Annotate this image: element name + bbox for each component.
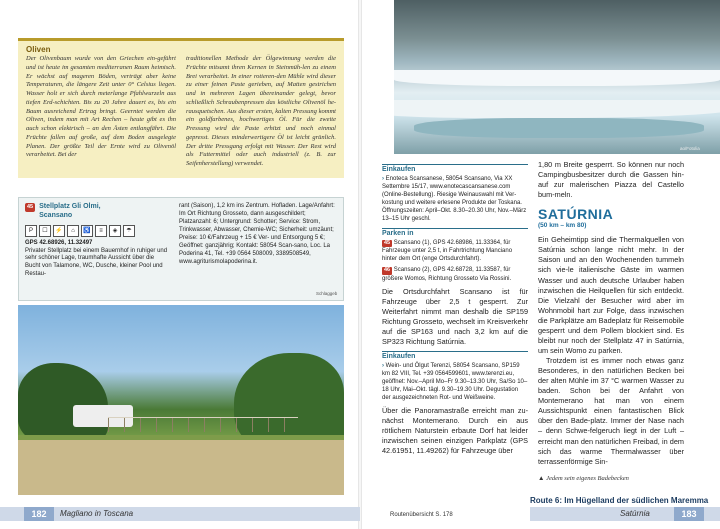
pool-shape: [414, 118, 704, 138]
terrace-shape: [394, 70, 720, 86]
parken-entry-1: 45 Scansano (1), GPS 42.68986, 11.33364, für Fahrzeuge unter 2,5 t, in Fahrtrichtung Manciano hinter dem Ort (enge Ortsdurchfahrt).: [382, 239, 513, 263]
saturnia-text-2: Trotzdem ist es immer noch etwas ganz Besonderes, in den natürlichen Becken bei der alten Mühle im 37 °C warmen Wasser zu baden. Schon bei der Anfahrt von Montemerano hat man von einem Aussichtspunkt einen fantastischen Blick über den Bade-platz. Immer der Nase nach – denn Schwe-felgeruch liegt in der Luft – erreicht man den natürlichen Freibad, in dem sich das warme Thermalwasser über terrassenförmige Sin-: [538, 356, 684, 466]
terrace-shape: [394, 100, 720, 118]
amenity-icon: ⚡: [53, 225, 65, 237]
route-overview-link: Routenübersicht S. 178: [390, 512, 453, 518]
einkaufen-entry-2: › Wein- und Ölgut Terenzi, 58054 Scansano, SP159 km 82 VIII, Tel. +39 0564599601, www.terenzi.eu, geöffnet: Nov.–April Mo–Fr 9.30–13.30 Uhr, Sa/So 10–18 Uhr, Mai–Okt. tägl. 9.30–19.30 Uhr. Degustation der ausgezeichneten Rot- und Weißweine.: [382, 363, 528, 402]
right-column-1: [382, 160, 528, 456]
thermal-springs-photo: [394, 0, 720, 154]
photo-credit-right: ao/Fotolia: [680, 146, 700, 151]
saturnia-distance: (50 km – km 80): [538, 222, 587, 230]
einkaufen-entry-1: › Enoteca Scansanese, 58054 Scansano, Via XX Settembre 15/17, www.enotecascansanese.com (Online-Bestellung). Riesige Weinauswahl mit Ver-kostung und weitere erlesene Produkte der Toskana. Öffnungszeiten: April–Okt. 8.30–20.30 Uhr, Nov.–März 13–15 Uhr geschl.: [382, 176, 527, 223]
stellplatz-town: Scansano: [39, 211, 73, 219]
einkaufen-heading-2: Einkaufen: [382, 351, 528, 360]
stellplatz-box: [18, 197, 344, 301]
footer-bar-left: [0, 507, 360, 521]
parken-entry-2: 46 Scansano (2), GPS 42.68728, 11.33587, für größere Womos, Richtung Grosseto Via Rossini.: [382, 267, 512, 282]
amenity-icon: ♿: [81, 225, 93, 237]
olive-box-col2: traditionellen Methode der Ölgewinnung werden die Früchte mitsamt ihren Kernen in Steinmüh-len zu einem Brei verarbeitet. In einer rotieren-den Mühle wird dieser zu einer feinen Paste gerieben, auf Matten gestrichen und in mehreren Lagen übereinander gelegt, bevor schließlich Schraubenpressen das köstliche Olivenöl he-rausquetschen. Aus dieser ersten, kalten Pressung kommt ein goldfarbenes, hochwertiges Öl. Für die zweite Pressung wird die Paste erhitzt und noch einmal gepresst. Dieses minderwertigere Öl ist leicht grünlich. Der dritte Pressgang erfolgt mit Wasser. Der Rest wird als Futtermittel oder auch industriell (z. B. zur Seifenherstellung) verwendet.: [186, 55, 336, 168]
stellplatz-title: [25, 203, 171, 221]
right-column-2: [538, 160, 684, 482]
olive-info-box: [18, 38, 344, 178]
footer-left-text: Magliano in Toscana: [60, 509, 134, 518]
olive-box-title: Oliven: [26, 45, 51, 54]
photo-caption: ▲ Jedem sein eigenes Badebecken: [538, 474, 629, 482]
stellplatz-number: 45: [27, 204, 34, 210]
stellplatz-photo: [18, 305, 344, 495]
ground-shape: [18, 440, 344, 495]
fence-shape: [108, 417, 298, 432]
einkaufen-heading-1: Einkaufen: [382, 164, 528, 173]
stellplatz-name: Stellplatz Gli Olmi,: [39, 203, 101, 210]
stellplatz-details: rant (Saison), 1,2 km ins Zentrum. Hofladen. Lage/Anfahrt: Im Ort Richtung Grosseto, dann ausgeschildert; Platzanzahl: 6; Untergrund: Schotter; Service: Strom, Trinkwasser, Abwasser, Chemie-WC; Sicherheit: umzäunt; Preise: 10 €/Fahrzeug + 15 € Ver- und Entsorgung 5 €; Geöffnet: ganzjährig; Kontakt: 58054 Scan-sano, Loc. La Poderina 41, Tel. +39 0564 508009, 3389508549, www.agriturismolapoderina.it.: [179, 203, 335, 265]
amenity-icon: ☂: [123, 225, 135, 237]
amenity-icon: ⌂: [67, 225, 79, 237]
tree-shape: [18, 363, 108, 443]
olive-box-col1: Der Olivenbaum wurde von den Griechen ein-geführt und ist heute im gesamten mediterranen Raum heimisch. Er wächst auf mageren Böden, verträgt aber keine Temperaturen, die längere Zeit unter 0° Celsius liegen. Wasser holt er sich durch meterlange Pfahlwurzeln aus tiefen Erd-schichten. Bis zu 20 Jahre dauert es, bis ein Baum ausreichend Ertrag bringt. Geerntet werden die Oliven, indem man mit Art Rechen – heute gibt es ihn auch schon elektrisch – an den Ästen entlangfährt. Die Früchte fallen auf große, auf dem Boden ausgelegte Planen. Der größte Teil der Ernte wird zu Olivenöl verarbeitet. Bei der: [26, 55, 176, 159]
route-title: Route 6: Im Hügelland der südlichen Maremma: [530, 496, 709, 505]
ortsdurchfahrt-text: Die Ortsdurchfahrt Scansano ist für Fahrzeuge über 2,5 t gesperrt. Zur Weiterfahrt nimmt man deshalb die SP159 Richtung Grosseto, wechselt im Kreisverkehr auf die SP163 und nach 3,2 km auf die SP323 Richtung Satúrnia.: [382, 286, 528, 346]
panorama-text: Über die Panoramastraße erreicht man zu-nächst Montemerano. Durch ein aus rötlichem Naturstein erbaute Dorf hat leider inzwischen seinen einzigen Parkplatz (GPS 42.61951, 11.49262) für Fahrzeuge über: [382, 405, 528, 455]
amenity-icon: ≡: [95, 225, 107, 237]
footer-right-text: Satúrnia: [620, 509, 650, 518]
amenity-icon: ☐: [39, 225, 51, 237]
caption-arrow-icon: ▲: [538, 474, 545, 482]
stellplatz-gps: GPS 42.68926, 11.32497: [25, 239, 93, 246]
amenity-icon: ◈: [109, 225, 121, 237]
parken-heading: Parken in: [382, 228, 528, 237]
page-number-right: 183: [674, 507, 704, 521]
amenity-icon: P: [25, 225, 37, 237]
photo-credit-left: Schlaggeb: [316, 291, 338, 296]
montemerano-cont-text: 1,80 m Breite gesperrt. So können nur noch Campingbusbesitzer durch die Gassen hin-auf zur malerischen Piazza del Castello bum-meln.: [538, 160, 684, 200]
stellplatz-desc: Privater Stellplatz bei einem Bauernhof in ruhiger und sehr schöner Lage, traumhafte Aussicht über die Bucht von Talamone, WC, Dusche, kleiner Pool und Restau-: [25, 247, 168, 278]
amenity-icons: [25, 225, 171, 237]
saturnia-text-1: Ein Geheimtipp sind die Thermalquellen von Satúrnia schon lange nicht mehr. In der Saison und an den Wochenenden tummeln sich vie-le italienische Gäste im warmen Wasser und auch deutsche Urlauber haben inzwischen die Heilquellen für sich entdeckt. Die Vielzahl der Besucher wird aber im Wohnmobil hart zur Folge, dass inzwischen die Parkplätze am Badeplatz für Reisemobile gesperrt und dem Pollem blockiert sind. Es bleibt nur noch der Stellplatz 47 in Satúrnia, um sein Womo zu parken.: [538, 235, 684, 355]
saturnia-heading: SATÚRNIA: [538, 206, 614, 223]
page-number-left: 182: [24, 507, 54, 521]
